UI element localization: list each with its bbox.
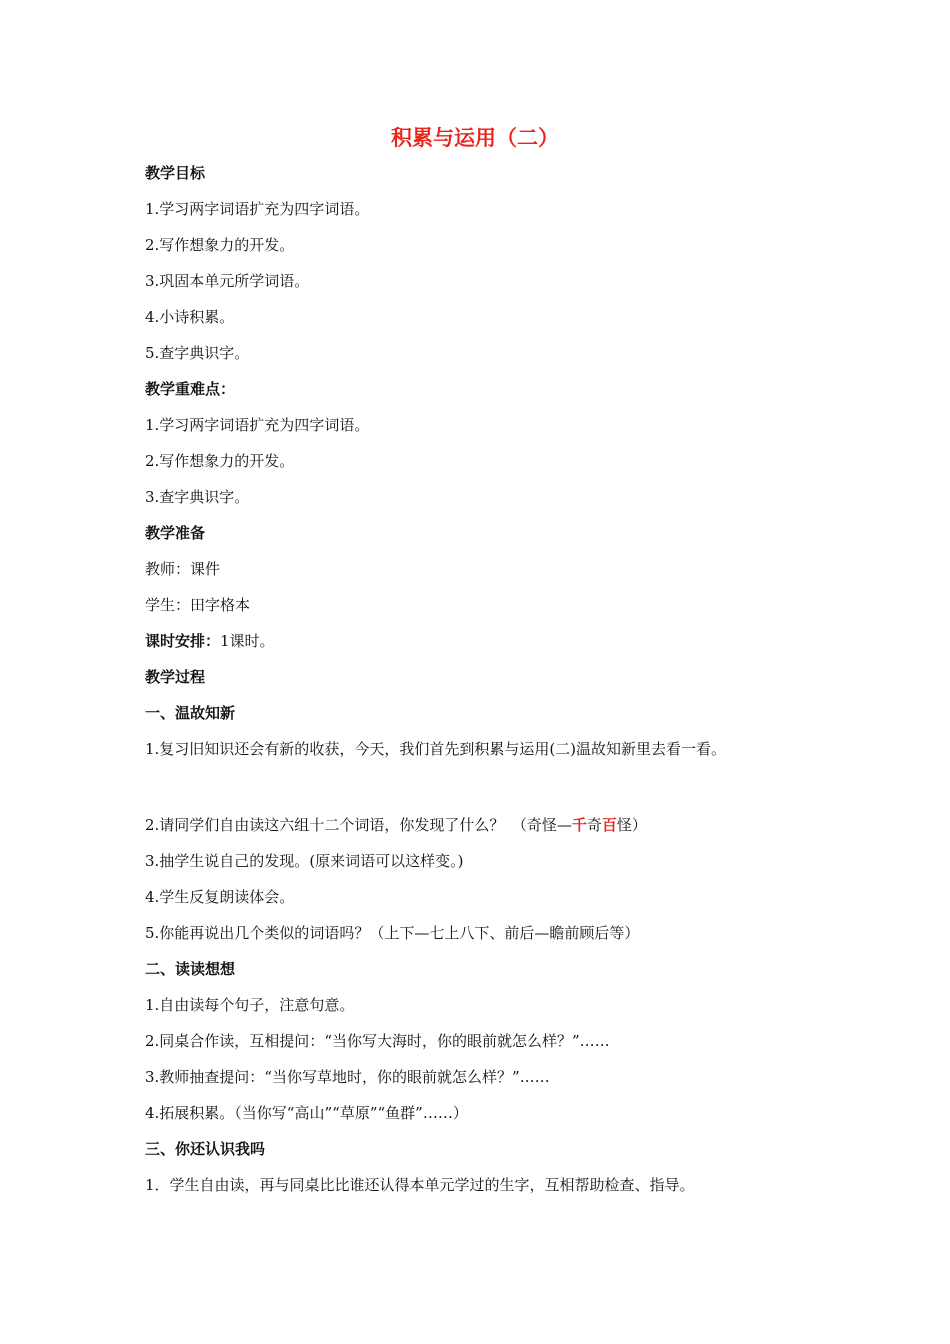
highlight-char: 千: [571, 816, 587, 834]
section2-item: 3.教师抽查提问：“当你写草地时，你的眼前就怎么样？”……: [145, 1068, 550, 1086]
section2-item: 1.自由读每个句子，注意句意。: [145, 996, 355, 1014]
goals-item: 2.写作想象力的开发。: [145, 236, 295, 254]
goals-item: 1.学习两字词语扩充为四字词语。: [145, 200, 370, 218]
section1-item: 4.学生反复朗读体会。: [145, 888, 295, 906]
schedule-value: 1课时。: [220, 632, 275, 650]
section3-heading: 三、你还认识我吗: [145, 1140, 266, 1158]
section1-item2-text: 怪）: [616, 816, 647, 834]
section1-item: [145, 815, 647, 835]
page-title: 积累与运用（二）: [391, 126, 559, 150]
goals-heading: 教学目标: [145, 164, 206, 182]
section1-item: 1.复习旧知识还会有新的收获，今天，我们首先到积累与运用(二)温故知新里去看一看。: [145, 740, 727, 758]
goals-item: 5.查字典识字。: [145, 344, 250, 362]
section2-item: 4.拓展积累。（当你写“高山”“草原”“鱼群”……）: [145, 1104, 468, 1122]
goals-item: 3.巩固本单元所学词语。: [145, 272, 310, 290]
section1-item: 3.抽学生说自己的发现。(原来词语可以这样变。): [145, 852, 464, 870]
preparation-student: 学生：田字格本: [145, 596, 251, 614]
process-heading: 教学过程: [145, 668, 206, 686]
goals-item: 4.小诗积累。: [145, 308, 235, 326]
section1-heading: 一、温故知新: [145, 704, 236, 722]
key-points-item: 2.写作想象力的开发。: [145, 452, 295, 470]
schedule-line: [145, 631, 275, 651]
schedule-label: 课时安排：: [145, 632, 221, 650]
key-points-heading: 教学重难点：: [145, 380, 236, 398]
highlight-char: 百: [601, 816, 617, 834]
section2-heading: 二、读读想想: [145, 960, 236, 978]
preparation-teacher: 教师：课件: [145, 560, 221, 578]
section2-item: 2.同桌合作读，互相提问：“当你写大海时，你的眼前就怎么样？”……: [145, 1032, 610, 1050]
section1-item2-text: 奇: [586, 816, 602, 834]
section3-item: 1．学生自由读，再与同桌比比谁还认得本单元学过的生字，互相帮助检查、指导。: [145, 1176, 695, 1194]
key-points-item: 3.查字典识字。: [145, 488, 250, 506]
preparation-heading: 教学准备: [145, 524, 206, 542]
section1-item: 5.你能再说出几个类似的词语吗？（上下—七上八下、前后—瞻前顾后等）: [145, 924, 640, 942]
key-points-item: 1.学习两字词语扩充为四字词语。: [145, 416, 370, 434]
section1-item2-text: 2.请同学们自由读这六组十二个词语，你发现了什么？ （奇怪—: [145, 816, 572, 834]
